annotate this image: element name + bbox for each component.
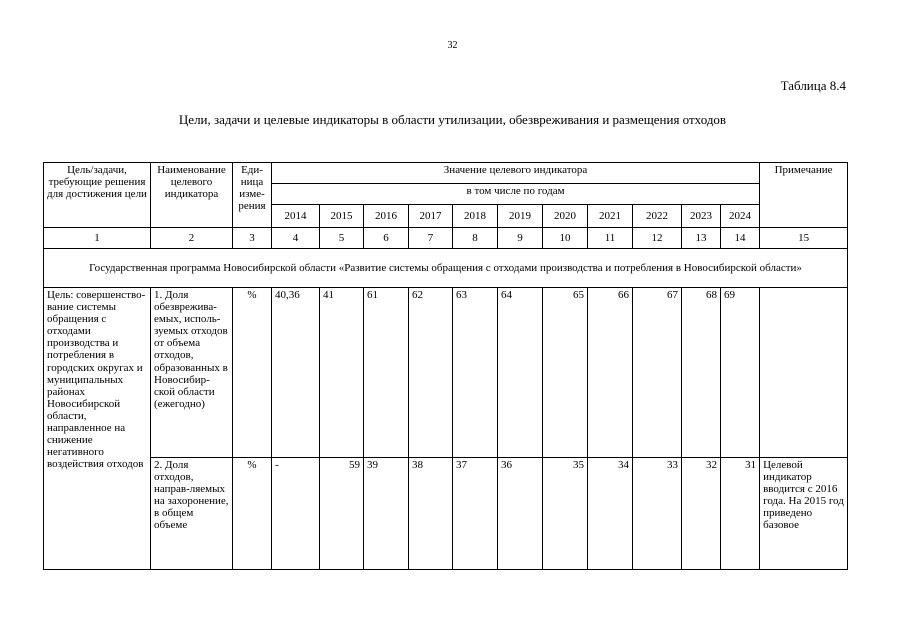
year-cell: 2018 bbox=[453, 205, 498, 228]
unit-cell: % bbox=[233, 458, 272, 570]
value-cell: 64 bbox=[498, 288, 543, 458]
column-number: 12 bbox=[633, 228, 682, 249]
column-number: 1 bbox=[44, 228, 151, 249]
year-cell: 2015 bbox=[320, 205, 364, 228]
document-title: Цели, задачи и целевые индикаторы в области утилизации, обезвреживания и размещения отходов bbox=[178, 112, 727, 127]
year-cell: 2016 bbox=[364, 205, 409, 228]
column-number: 2 bbox=[151, 228, 233, 249]
value-cell: 68 bbox=[682, 288, 721, 458]
note-cell bbox=[760, 288, 848, 458]
column-number: 6 bbox=[364, 228, 409, 249]
value-cell: 65 bbox=[543, 288, 588, 458]
header-goal: Цель/задачи, требующие решения для достижения цели bbox=[44, 163, 151, 228]
year-cell: 2014 bbox=[272, 205, 320, 228]
page-number: 32 bbox=[447, 40, 458, 51]
year-cell: 2023 bbox=[682, 205, 721, 228]
value-cell: 61 bbox=[364, 288, 409, 458]
program-row bbox=[44, 249, 848, 288]
column-number: 10 bbox=[543, 228, 588, 249]
column-number: 13 bbox=[682, 228, 721, 249]
column-number: 8 bbox=[453, 228, 498, 249]
value-cell: 40,36 bbox=[272, 288, 320, 458]
year-cell: 2022 bbox=[633, 205, 682, 228]
header-row-1 bbox=[44, 163, 848, 184]
value-cell: 39 bbox=[364, 458, 409, 570]
table-row bbox=[44, 288, 848, 458]
value-cell: 67 bbox=[633, 288, 682, 458]
value-cell: 41 bbox=[320, 288, 364, 458]
year-cell: 2017 bbox=[409, 205, 453, 228]
value-cell: 62 bbox=[409, 288, 453, 458]
column-number: 9 bbox=[498, 228, 543, 249]
column-number: 7 bbox=[409, 228, 453, 249]
column-number: 5 bbox=[320, 228, 364, 249]
value-cell: 66 bbox=[588, 288, 633, 458]
note-cell: Целевой индикатор вводится с 2016 года. На 2015 год приведено базовое bbox=[760, 458, 848, 570]
column-number: 11 bbox=[588, 228, 633, 249]
unit-cell: % bbox=[233, 288, 272, 458]
header-sub-group: в том числе по годам bbox=[272, 184, 760, 205]
value-cell: 36 bbox=[498, 458, 543, 570]
value-cell: - bbox=[272, 458, 320, 570]
indicators-table bbox=[43, 162, 848, 570]
header-value-group: Значение целевого индикатора bbox=[272, 163, 760, 184]
indicator-cell: 2. Доля отходов, направ-ляемых на захоронение, в общем объеме bbox=[151, 458, 233, 570]
value-cell: 69 bbox=[721, 288, 760, 458]
value-cell: 32 bbox=[682, 458, 721, 570]
column-number: 14 bbox=[721, 228, 760, 249]
value-cell: 37 bbox=[453, 458, 498, 570]
program-title: Государственная программа Новосибирской области «Развитие системы обращения с отходами производства и потребления в Новосибирской области» bbox=[44, 249, 848, 288]
header-note: Примечание bbox=[760, 163, 848, 228]
value-cell: 33 bbox=[633, 458, 682, 570]
value-cell: 34 bbox=[588, 458, 633, 570]
year-cell: 2021 bbox=[588, 205, 633, 228]
table-row bbox=[44, 458, 848, 570]
header-unit: Еди-ница изме-рения bbox=[233, 163, 272, 228]
year-cell: 2024 bbox=[721, 205, 760, 228]
value-cell: 38 bbox=[409, 458, 453, 570]
header-indicator: Наименование целевого индикатора bbox=[151, 163, 233, 228]
year-cell: 2020 bbox=[543, 205, 588, 228]
value-cell: 35 bbox=[543, 458, 588, 570]
year-cell: 2019 bbox=[498, 205, 543, 228]
value-cell: 31 bbox=[721, 458, 760, 570]
column-number: 15 bbox=[760, 228, 848, 249]
column-number: 3 bbox=[233, 228, 272, 249]
value-cell: 59 bbox=[320, 458, 364, 570]
column-number-row bbox=[44, 228, 848, 249]
indicator-cell: 1. Доля обезврежива-емых, исполь-зуемых отходов от объема отходов, образованных в Новосибир-ской области (ежегодно) bbox=[151, 288, 233, 458]
value-cell: 63 bbox=[453, 288, 498, 458]
goal-cell: Цель: совершенство-вание системы обращения с отходами производства и потребления в городских округах и муниципальных районах Новосибирской области, направленное на снижение негативного воздействия отходов bbox=[44, 288, 151, 570]
table-label: Таблица 8.4 bbox=[780, 78, 846, 93]
column-number: 4 bbox=[272, 228, 320, 249]
